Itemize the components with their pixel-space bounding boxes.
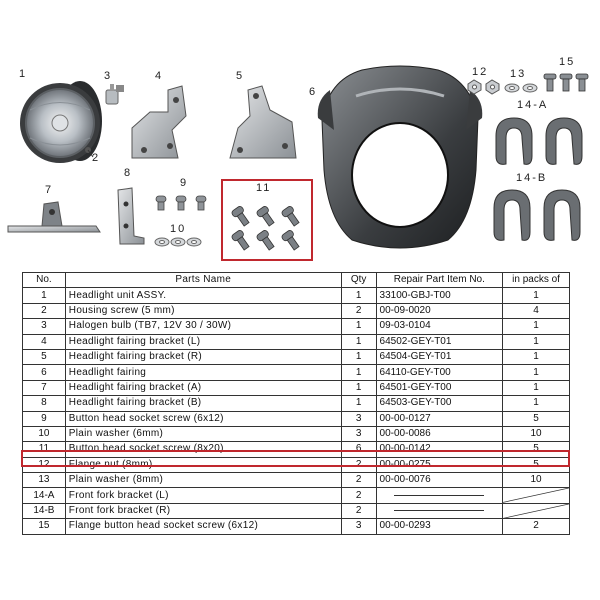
- cell-pack: 1: [503, 319, 570, 334]
- cell-qty: 2: [341, 503, 376, 518]
- cell-pack: 1: [503, 365, 570, 380]
- cell-part: 64501-GEY-T00: [376, 380, 503, 395]
- cell-no: 4: [23, 334, 66, 349]
- cell-part: 64503-GEY-T00: [376, 396, 503, 411]
- cell-pack-empty: [503, 503, 570, 518]
- cell-part: 00-00-0293: [376, 519, 503, 534]
- bracket-a-illustration: [8, 202, 100, 232]
- fork-bracket-b-illustration: [494, 190, 580, 240]
- table-row: [23, 457, 570, 472]
- dash-line: [394, 510, 484, 511]
- cell-pack: 1: [503, 396, 570, 411]
- bracket-l-illustration: [132, 86, 186, 158]
- cell-no: 1: [23, 288, 66, 303]
- cell-no: 6: [23, 365, 66, 380]
- table-header-row: [23, 273, 570, 288]
- cell-part: 00-00-0086: [376, 426, 503, 441]
- cell-qty: 2: [341, 303, 376, 318]
- cell-name: Flange button head socket screw (6x12): [65, 519, 341, 534]
- cell-no: 15: [23, 519, 66, 534]
- table-row: [23, 426, 570, 441]
- cell-name: Flange nut (8mm): [65, 457, 341, 472]
- callout-11: 11: [256, 182, 272, 194]
- cell-no: 8: [23, 396, 66, 411]
- callout-3: 3: [104, 70, 113, 82]
- cell-no: 12: [23, 457, 66, 472]
- headlight-unit-illustration: [20, 81, 102, 163]
- callout-5: 5: [236, 70, 245, 82]
- parts-table-body: [23, 288, 570, 534]
- callout-13: 13: [510, 68, 527, 80]
- cell-name: Plain washer (8mm): [65, 473, 341, 488]
- cell-part: 00-00-0127: [376, 411, 503, 426]
- screws-6x12-illustration: [156, 196, 206, 210]
- cell-no: 13: [23, 473, 66, 488]
- table-row: [23, 349, 570, 364]
- fairing-illustration: [318, 66, 483, 248]
- table-row: [23, 519, 570, 534]
- cell-no: 14-A: [23, 488, 66, 503]
- cell-name: Front fork bracket (R): [65, 503, 341, 518]
- table-row: [23, 334, 570, 349]
- header-qty: Qty: [341, 273, 376, 288]
- cell-name: Headlight fairing: [65, 365, 341, 380]
- callout-8: 8: [124, 167, 133, 179]
- cell-pack: 5: [503, 457, 570, 472]
- table-row: [23, 411, 570, 426]
- cell-qty: 2: [341, 488, 376, 503]
- cell-pack: 4: [503, 303, 570, 318]
- cell-part: 09-03-0104: [376, 319, 503, 334]
- callout-7: 7: [45, 184, 54, 196]
- cell-part: 64502-GEY-T01: [376, 334, 503, 349]
- cell-qty: 3: [341, 519, 376, 534]
- table-row: [23, 396, 570, 411]
- cell-no: 5: [23, 349, 66, 364]
- table-row: [23, 503, 570, 518]
- header-no: No.: [23, 273, 66, 288]
- cell-no: 3: [23, 319, 66, 334]
- cell-name: Headlight fairing bracket (L): [65, 334, 341, 349]
- cell-part: 00-00-0275: [376, 457, 503, 472]
- cell-qty: 1: [341, 319, 376, 334]
- cell-qty: 1: [341, 365, 376, 380]
- dash-line: [394, 495, 484, 496]
- cell-no: 2: [23, 303, 66, 318]
- callout-14-a: 14-A: [517, 99, 549, 111]
- halogen-bulb-illustration: [106, 84, 124, 104]
- cell-part: 00-00-0076: [376, 473, 503, 488]
- cell-pack: 2: [503, 519, 570, 534]
- cell-qty: 3: [341, 426, 376, 441]
- cell-name: Plain washer (6mm): [65, 426, 341, 441]
- cell-part: 64110-GEY-T00: [376, 365, 503, 380]
- cell-part-empty: [376, 503, 503, 518]
- cell-pack: 1: [503, 288, 570, 303]
- table-row: [23, 303, 570, 318]
- cell-name: Headlight unit ASSY.: [65, 288, 341, 303]
- fork-bracket-a-illustration: [496, 118, 582, 164]
- cell-name: Button head socket screw (6x12): [65, 411, 341, 426]
- bracket-r-illustration: [230, 86, 296, 158]
- cell-name: Button head socket screw (8x20): [65, 442, 341, 457]
- washers-6mm-illustration: [155, 238, 201, 246]
- cell-name: Housing screw (5 mm): [65, 303, 341, 318]
- table-row: [23, 380, 570, 395]
- table-row: [23, 319, 570, 334]
- cell-pack: 5: [503, 411, 570, 426]
- cell-no: 14-B: [23, 503, 66, 518]
- header-repair-part-no: Repair Part Item No.: [376, 273, 503, 288]
- cell-name: Headlight fairing bracket (B): [65, 396, 341, 411]
- cell-no: 10: [23, 426, 66, 441]
- table-row: [23, 288, 570, 303]
- callout-1: 1: [19, 68, 28, 80]
- diagonal-line: [503, 488, 569, 502]
- parts-table: [22, 272, 570, 535]
- cell-name: Headlight fairing bracket (R): [65, 349, 341, 364]
- cell-qty: 2: [341, 457, 376, 472]
- cell-part-empty: [376, 488, 503, 503]
- callout-9: 9: [180, 177, 189, 189]
- header-in-packs-of: in packs of: [503, 273, 570, 288]
- cell-qty: 1: [341, 349, 376, 364]
- cell-name: Headlight fairing bracket (A): [65, 380, 341, 395]
- cell-no: 9: [23, 411, 66, 426]
- bracket-b-illustration: [118, 188, 144, 244]
- cell-qty: 3: [341, 411, 376, 426]
- table-row: [23, 488, 570, 503]
- diagonal-line: [503, 504, 569, 518]
- cell-pack: 1: [503, 349, 570, 364]
- cell-qty: 1: [341, 380, 376, 395]
- cell-qty: 1: [341, 396, 376, 411]
- cell-part: 00-00-0142: [376, 442, 503, 457]
- cell-name: Front fork bracket (L): [65, 488, 341, 503]
- callout-6: 6: [309, 86, 318, 98]
- parts-diagram: [0, 0, 600, 262]
- flange-screws-illustration: [544, 74, 588, 91]
- washers-8mm-illustration: [505, 84, 537, 92]
- cell-pack: 5: [503, 442, 570, 457]
- table-row-highlighted: [23, 442, 570, 457]
- cell-qty: 1: [341, 288, 376, 303]
- cell-qty: 1: [341, 334, 376, 349]
- callout-14-b: 14-B: [516, 172, 548, 184]
- callout-4: 4: [155, 70, 164, 82]
- cell-pack: 1: [503, 334, 570, 349]
- table-row: [23, 365, 570, 380]
- cell-no: 11: [23, 442, 66, 457]
- cell-qty: 2: [341, 473, 376, 488]
- cell-pack: 1: [503, 380, 570, 395]
- callout-15: 15: [559, 56, 576, 68]
- flange-nuts-illustration: [468, 80, 499, 94]
- cell-part: 64504-GEY-T01: [376, 349, 503, 364]
- callout-10: 10: [170, 223, 187, 235]
- table-row: [23, 473, 570, 488]
- cell-qty: 6: [341, 442, 376, 457]
- header-parts-name: Parts Name: [65, 273, 341, 288]
- callout-2: 2: [92, 152, 101, 164]
- cell-pack-empty: [503, 488, 570, 503]
- cell-pack: 10: [503, 426, 570, 441]
- cell-no: 7: [23, 380, 66, 395]
- cell-part: 33100-GBJ-T00: [376, 288, 503, 303]
- cell-pack: 10: [503, 473, 570, 488]
- callout-12: 12: [472, 66, 489, 78]
- cell-name: Halogen bulb (TB7, 12V 30 / 30W): [65, 319, 341, 334]
- cell-part: 00-09-0020: [376, 303, 503, 318]
